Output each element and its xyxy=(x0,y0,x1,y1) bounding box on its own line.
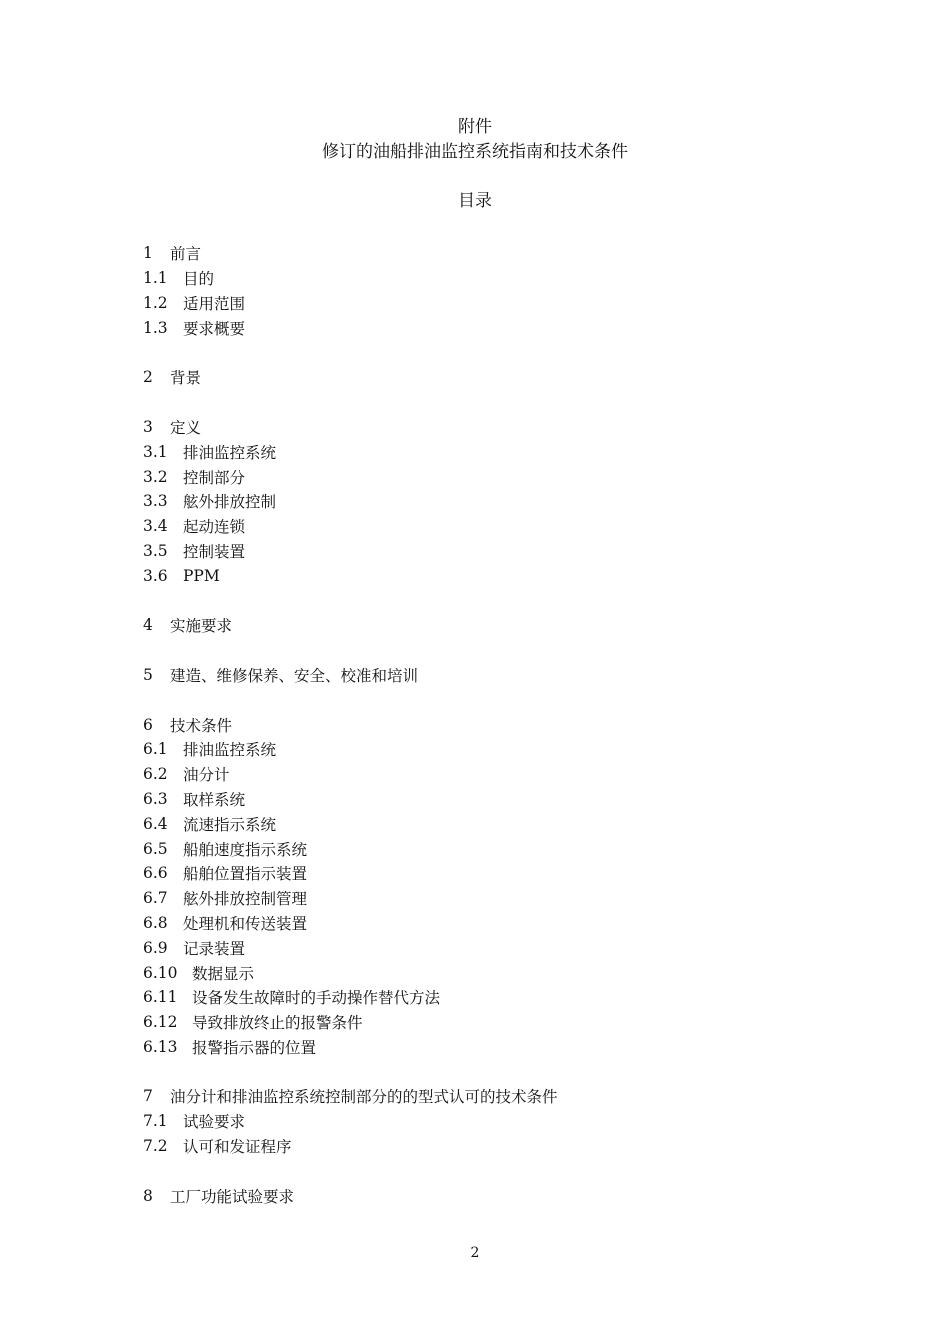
toc-entry xyxy=(143,712,843,737)
toc-entry-title: 适用范围 xyxy=(183,294,246,313)
toc-entry-title: 工厂功能试验要求 xyxy=(170,1187,295,1206)
toc-entry-title: 取样系统 xyxy=(183,790,246,809)
toc-entry-number: 1.2 xyxy=(143,293,168,312)
toc-entry-title: 控制部分 xyxy=(183,468,246,487)
toc-entry xyxy=(143,787,843,812)
toc-entry xyxy=(143,935,843,960)
toc-entry-number: 3.3 xyxy=(143,492,168,511)
toc-entry-title: 油分计和排油监控系统控制部分的的型式认可的技术条件 xyxy=(170,1088,558,1107)
toc-entry-number: 3.4 xyxy=(143,517,168,536)
toc-entry xyxy=(143,241,843,266)
toc-entry-title: 船舶位置指示装置 xyxy=(183,865,308,884)
toc-entry xyxy=(143,663,843,688)
toc-entry-number: 6 xyxy=(143,715,153,734)
toc-entry-number: 6.3 xyxy=(143,789,168,808)
toc-entry xyxy=(143,811,843,836)
toc-entry xyxy=(143,514,843,539)
toc-entry-number: 6.2 xyxy=(143,765,168,784)
toc-spacer xyxy=(143,1059,843,1084)
toc-entry-title: 数据显示 xyxy=(192,964,255,983)
toc-spacer xyxy=(143,687,843,712)
toc-entry-title: 定义 xyxy=(170,418,202,437)
toc-entry-title: 试验要求 xyxy=(183,1113,246,1132)
toc-entry xyxy=(143,1183,843,1208)
toc-entry-title: 记录装置 xyxy=(183,939,246,958)
toc-entry-title: 排油监控系统 xyxy=(183,443,277,462)
toc-entry xyxy=(143,539,843,564)
toc-entry-title: 排油监控系统 xyxy=(183,741,277,760)
toc-entry-number: 3.5 xyxy=(143,541,168,560)
toc-entry-number: 6.4 xyxy=(143,814,168,833)
toc-entry-number: 5 xyxy=(143,665,153,684)
toc-entry-number: 6.1 xyxy=(143,740,168,759)
toc-entry xyxy=(143,415,843,440)
toc-entry xyxy=(143,985,843,1010)
toc-entry-number: 4 xyxy=(143,616,153,635)
toc-entry-number: 3.2 xyxy=(143,467,168,486)
page-number: 2 xyxy=(470,1245,480,1261)
toc-entry-title: 认可和发证程序 xyxy=(183,1138,292,1157)
toc-entry-title: 设备发生故障时的手动操作替代方法 xyxy=(192,989,441,1008)
document-title: 修订的油船排油监控系统指南和技术条件 xyxy=(322,142,628,162)
toc-entry-number: 6.8 xyxy=(143,913,168,932)
toc-entry xyxy=(143,563,843,588)
toc-entry-number: 6.12 xyxy=(143,1013,178,1032)
toc-entry-title: 建造、维修保养、安全、校准和培训 xyxy=(170,666,419,685)
toc-entry xyxy=(143,762,843,787)
toc-entry xyxy=(143,365,843,390)
toc-entry-number: 3.6 xyxy=(143,566,168,585)
toc-entry-title: 控制装置 xyxy=(183,542,246,561)
toc-entry-title: 目的 xyxy=(183,270,215,289)
toc-entry-number: 8 xyxy=(143,1186,153,1205)
annex-label: 附件 xyxy=(458,117,492,137)
toc-entry xyxy=(143,886,843,911)
toc-entry-number: 6.9 xyxy=(143,938,168,957)
toc-entry xyxy=(143,911,843,936)
toc-entry-number: 7.1 xyxy=(143,1112,168,1131)
toc-entry xyxy=(143,960,843,985)
toc-entry xyxy=(143,1134,843,1159)
toc-entry-title: 处理机和传送装置 xyxy=(183,914,308,933)
toc-entry-number: 2 xyxy=(143,368,153,387)
toc-entry xyxy=(143,1010,843,1035)
toc-entry-number: 6.13 xyxy=(143,1037,178,1056)
toc-entry-title: 报警指示器的位置 xyxy=(192,1038,317,1057)
toc-entry xyxy=(143,836,843,861)
toc-entry-number: 1.3 xyxy=(143,318,168,337)
toc-entry-title: 舷外排放控制 xyxy=(183,493,277,512)
toc-entry-title: 技术条件 xyxy=(170,716,233,735)
toc-entry-number: 6.7 xyxy=(143,889,168,908)
toc-spacer xyxy=(143,390,843,415)
toc-entry-number: 1 xyxy=(143,244,153,263)
toc-entry xyxy=(143,1084,843,1109)
toc-entry xyxy=(143,291,843,316)
toc-entry-title: 船舶速度指示系统 xyxy=(183,840,308,859)
toc-entry xyxy=(143,1109,843,1134)
toc-entry-number: 7.2 xyxy=(143,1137,168,1156)
toc-entry xyxy=(143,737,843,762)
toc-spacer xyxy=(143,638,843,663)
toc-entry xyxy=(143,489,843,514)
toc-entry-title: 油分计 xyxy=(183,766,230,785)
toc-entry xyxy=(143,861,843,886)
table-of-contents xyxy=(143,241,843,1208)
toc-entry-title: 起动连锁 xyxy=(183,518,246,537)
toc-entry-number: 7 xyxy=(143,1087,153,1106)
toc-entry xyxy=(143,439,843,464)
toc-entry-title: 实施要求 xyxy=(170,617,233,636)
toc-entry-number: 6.5 xyxy=(143,839,168,858)
toc-entry-number: 6.10 xyxy=(143,963,178,982)
toc-entry-number: 1.1 xyxy=(143,269,168,288)
toc-entry-title: 舷外排放控制管理 xyxy=(183,890,308,909)
toc-spacer xyxy=(143,1158,843,1183)
toc-entry-number: 3 xyxy=(143,417,153,436)
toc-entry-title: 背景 xyxy=(170,369,202,388)
toc-entry-title: 导致排放终止的报警条件 xyxy=(192,1014,363,1033)
toc-entry xyxy=(143,315,843,340)
toc-spacer xyxy=(143,340,843,365)
toc-entry-number: 6.6 xyxy=(143,864,168,883)
toc-entry xyxy=(143,464,843,489)
toc-spacer xyxy=(143,588,843,613)
toc-entry-number: 6.11 xyxy=(143,988,178,1007)
toc-entry xyxy=(143,1035,843,1060)
toc-entry-title: 要求概要 xyxy=(183,319,246,338)
toc-entry xyxy=(143,613,843,638)
toc-heading: 目录 xyxy=(458,191,492,211)
toc-entry-title: 前言 xyxy=(170,245,202,264)
toc-entry xyxy=(143,266,843,291)
toc-entry-number: 3.1 xyxy=(143,442,168,461)
toc-entry-title: PPM xyxy=(183,566,220,585)
toc-entry-title: 流速指示系统 xyxy=(183,815,277,834)
